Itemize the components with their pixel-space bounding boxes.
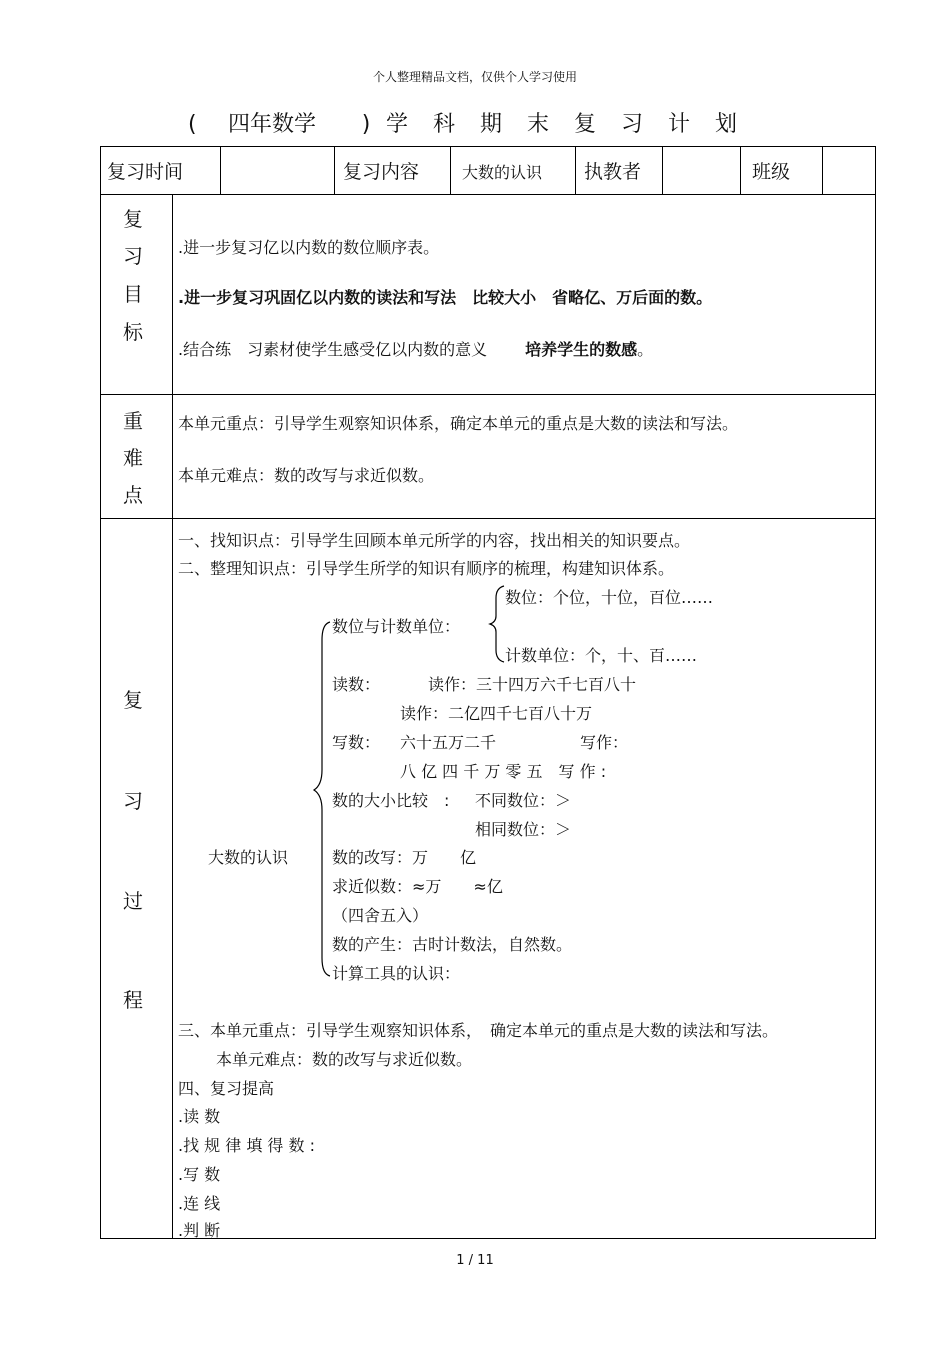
write-label: 写数： xyxy=(332,733,381,752)
header-note: 个人整理精品文档，仅供个人学习使用 xyxy=(372,70,577,84)
write-example-1-answer: 写作： xyxy=(580,733,629,752)
calculation-tools: 计算工具的认识： xyxy=(332,964,461,983)
place-value-brace xyxy=(490,586,504,662)
approximate-numbers: 求近似数：≈万 ≈亿 xyxy=(332,877,503,896)
process-step-1: 一、找知识点：引导学生回顾本单元所学的内容，找出相关的知识要点。 xyxy=(178,531,691,550)
title-open-paren: ( xyxy=(187,112,197,137)
number-origin: 数的产生：古时计数法，自然数。 xyxy=(332,935,573,954)
write-example-2: 八 亿 四 千 万 零 五 写 作 : xyxy=(400,762,607,781)
compare-label: 数的大小比较 : xyxy=(332,791,450,810)
document-title xyxy=(0,107,950,138)
read-example-2: 读作：二亿四千七百八十万 xyxy=(400,704,593,723)
title-subject: 四年数学 xyxy=(227,112,316,137)
rounding-note: （四舍五入） xyxy=(332,906,429,925)
process-step-3-difficulty: 本单元难点：数的改写与求近似数。 xyxy=(216,1050,473,1069)
goal-line-1: .进一步复习亿以内数的数位顺序表。 xyxy=(178,238,440,257)
title-plan: 学科期末复习计划 xyxy=(385,112,762,137)
read-example-1: 读作：三十四万六千七百八十 xyxy=(428,675,637,694)
title-close-paren: ) xyxy=(361,112,371,137)
review-item: .连 线 xyxy=(178,1194,221,1213)
compare-different-digits: 不同数位：＞ xyxy=(475,791,572,810)
main-brace xyxy=(314,622,330,976)
place-value-digits: 数位：个位，十位，百位…… xyxy=(505,588,714,607)
teacher-label: 执教者 xyxy=(584,161,642,183)
review-item: .找 规 律 填 得 数 : xyxy=(178,1136,315,1155)
review-content-value: 大数的认识 xyxy=(462,163,543,182)
goal-line-2: .进一步复习巩固亿以内数的读法和写法 比较大小 省略亿、万后面的数。 xyxy=(178,288,713,307)
compare-same-digits: 相同数位：＞ xyxy=(475,820,572,839)
goal-line-3: .结合练 习素材使学生感受亿以内数的意义 培养学生的数感。 xyxy=(178,340,654,359)
process-step-4: 四、复习提高 xyxy=(178,1079,275,1098)
process-step-3: 三、本单元重点：引导学生观察知识体系， 确定本单元的重点是大数的读法和写法。 xyxy=(178,1021,779,1040)
review-time-label: 复习时间 xyxy=(107,161,184,183)
review-item: .写 数 xyxy=(178,1165,221,1184)
review-content-label: 复习内容 xyxy=(343,161,420,183)
write-example-1: 六十五万二千 xyxy=(400,733,497,752)
tree-root: 大数的认识 xyxy=(208,848,289,867)
review-item: .读 数 xyxy=(178,1107,221,1126)
review-item: .判 断 xyxy=(178,1221,221,1240)
counting-units: 计数单位：个，十、百…… xyxy=(505,646,698,665)
process-step-2: 二、整理知识点：引导学生所学的知识有顺序的梳理，构建知识体系。 xyxy=(178,559,675,578)
read-label: 读数： xyxy=(332,675,381,694)
key-point-line-2: 本单元难点：数的改写与求近似数。 xyxy=(178,466,435,485)
class-label: 班级 xyxy=(752,161,791,183)
key-point-line-1: 本单元重点：引导学生观察知识体系，确定本单元的重点是大数的读法和写法。 xyxy=(178,414,739,433)
rewrite-numbers: 数的改写：万 亿 xyxy=(332,848,477,867)
place-value-label: 数位与计数单位： xyxy=(332,617,461,636)
page-number: 1 / 11 xyxy=(456,1253,494,1268)
